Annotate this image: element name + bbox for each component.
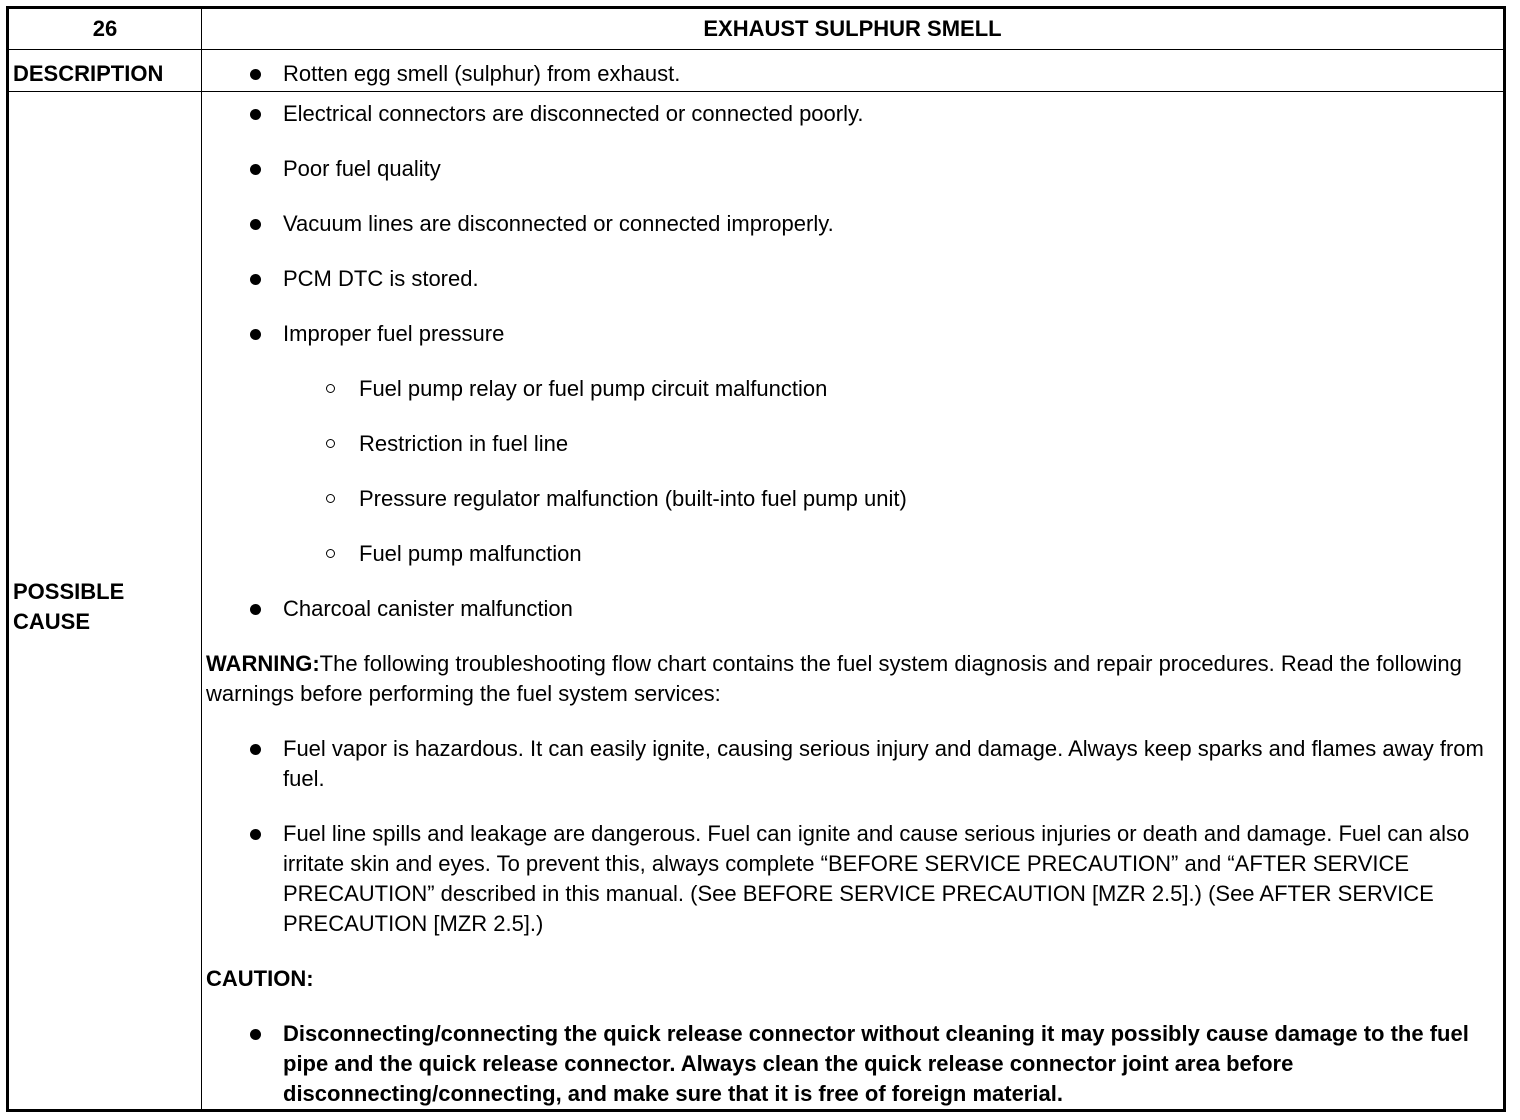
sub-list-item: Fuel pump relay or fuel pump circuit malfunction	[326, 374, 1487, 404]
list-item: Improper fuel pressure	[250, 319, 1487, 349]
hollow-bullet-icon	[326, 439, 335, 448]
hollow-bullet-icon	[326, 384, 335, 393]
description-content	[202, 50, 1503, 91]
hollow-bullet-icon	[326, 494, 335, 503]
warning-label: WARNING:	[206, 651, 320, 676]
hollow-bullet-icon	[326, 549, 335, 558]
sub-list-item: Pressure regulator malfunction (built-into fuel pump unit)	[326, 484, 1487, 514]
bullet-icon	[250, 219, 261, 230]
symptom-number: 26	[92, 16, 118, 41]
possible-cause-label-line2: CAUSE	[13, 609, 91, 634]
bullet-icon	[250, 164, 261, 175]
caution-label: CAUTION:	[206, 966, 314, 991]
warning-paragraph	[206, 649, 1491, 709]
description-label: DESCRIPTION	[13, 61, 164, 86]
list-item: Charcoal canister malfunction	[250, 594, 1487, 624]
possible-cause-label-line1: POSSIBLE	[13, 579, 125, 604]
list-item: Electrical connectors are disconnected or connected poorly.	[250, 99, 1487, 129]
warning-item: Fuel vapor is hazardous. It can easily ignite, causing serious injury and damage. Always keep sparks and flames away from fuel.	[250, 734, 1487, 794]
bullet-icon	[250, 744, 261, 755]
bullet-icon	[250, 604, 261, 615]
bullet-icon	[250, 829, 261, 840]
caution-item: Disconnecting/connecting the quick release connector without cleaning it may possibly cause damage to the fuel pipe and the quick release connector. Always clean the quick release connector joint area before disconnecting/connecting, and make sure that it is free of foreign material.	[250, 1019, 1487, 1109]
bullet-icon	[250, 329, 261, 340]
symptom-title: EXHAUST SULPHUR SMELL	[703, 16, 1002, 41]
list-item: Poor fuel quality	[250, 154, 1487, 184]
warning-item: Fuel line spills and leakage are dangerous. Fuel can ignite and cause serious injuries or death and damage. Fuel can also irritate skin and eyes. To prevent this, always complete “BEFORE SERVICE PRECAUTION” and “AFTER SERVICE PRECAUTION” described in this manual. (See BEFORE SERVICE PRECAUTION [MZR 2.5].) (See AFTER SERVICE PRECAUTION [MZR 2.5].)	[250, 819, 1487, 939]
sub-list-item: Fuel pump malfunction	[326, 539, 1487, 569]
bullet-icon	[250, 69, 261, 80]
possible-cause-label	[13, 577, 124, 637]
sub-list-item: Restriction in fuel line	[326, 429, 1487, 459]
bullet-icon	[250, 1029, 261, 1040]
possible-cause-content	[202, 92, 1503, 1109]
list-item: PCM DTC is stored.	[250, 264, 1487, 294]
list-item: Vacuum lines are disconnected or connected improperly.	[250, 209, 1487, 239]
bullet-icon	[250, 274, 261, 285]
troubleshooting-table	[6, 6, 1506, 1112]
warning-text: The following troubleshooting flow chart contains the fuel system diagnosis and repair procedures. Read the following warnings before performing the fuel system services:	[206, 651, 1462, 706]
bullet-icon	[250, 109, 261, 120]
list-item: Rotten egg smell (sulphur) from exhaust.	[250, 59, 1487, 89]
